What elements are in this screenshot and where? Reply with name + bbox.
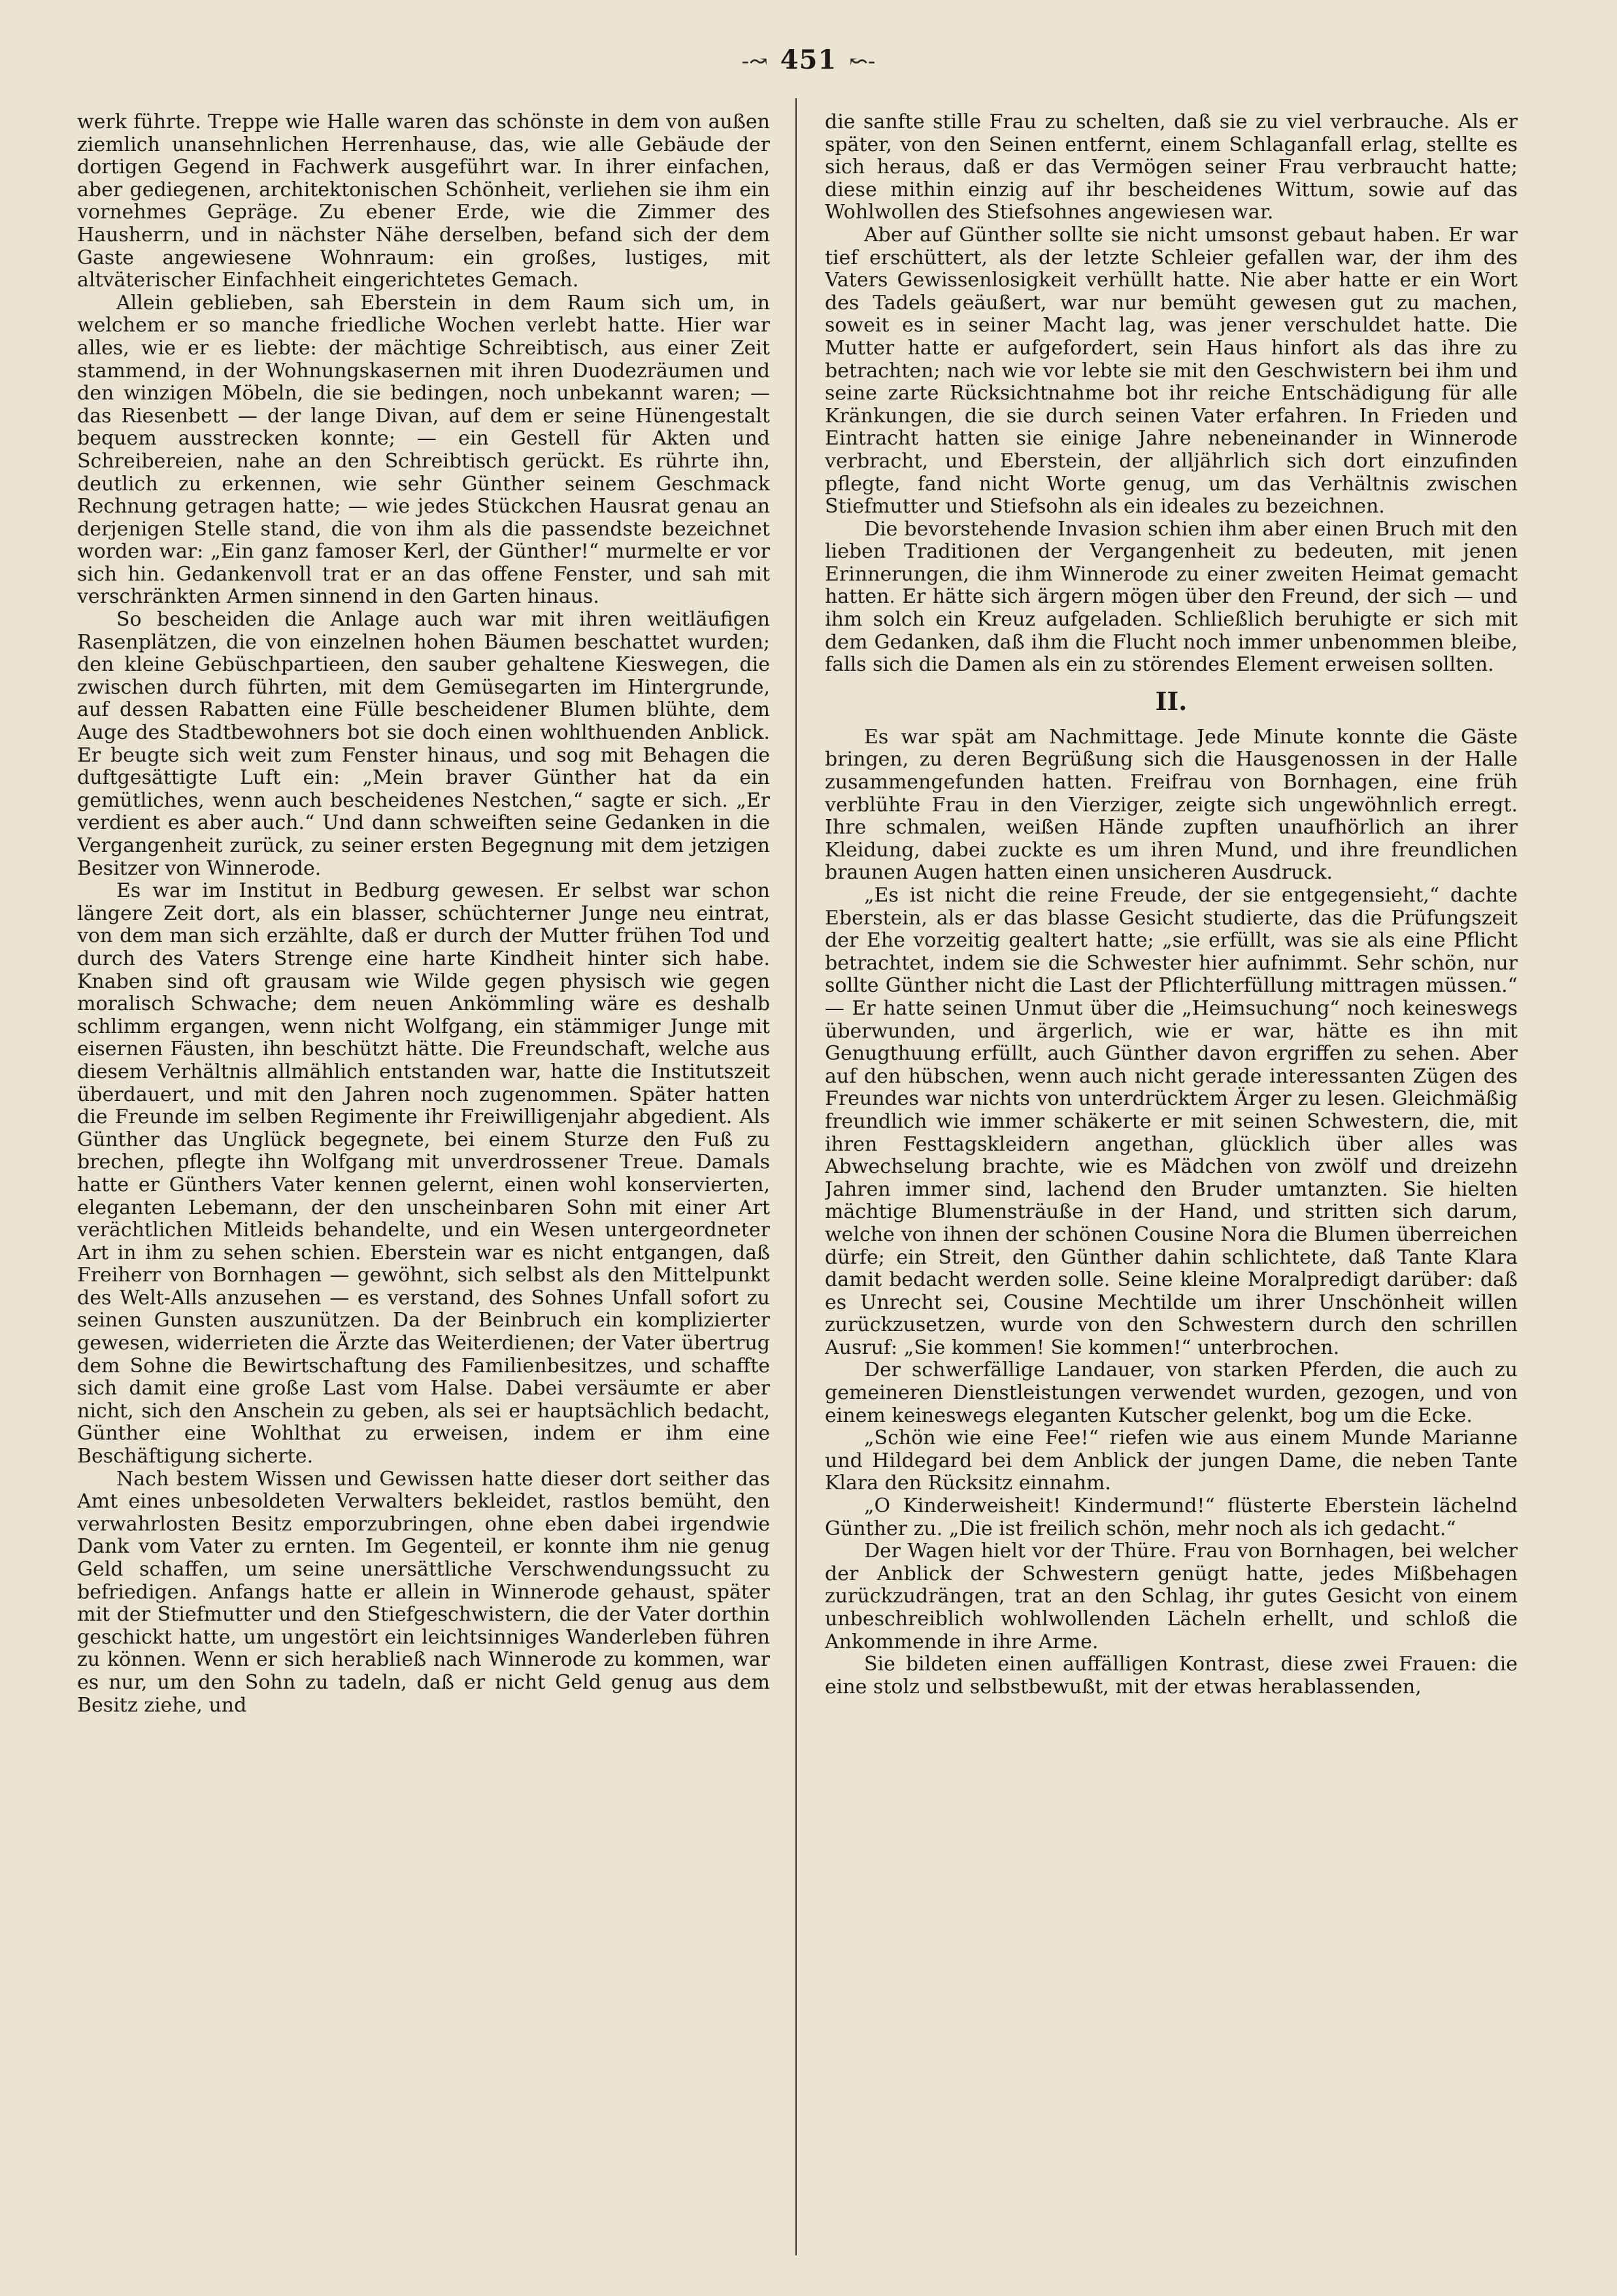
paragraph: werk führte. Treppe wie Halle waren das schönste in dem von außen ziemlich unansehnlichen Herrenhause, das, wie alle Gebäude der dortigen Gegend in Fachwerk ausgeführt war. In ihrer einfachen, aber gediegenen, architektonischen Schönheit, verliehen sie ihm ein vornehmes Gepräge. Zu ebener Erde, wie die Zimmer des Hausherrn, und in nächster Nähe derselben, befand sich der dem Gaste angewiesene Wohnraum: ein großes, lustiges, mit altväterischer Einfachheit eingerichtetes Gemach. xyxy=(77,111,770,292)
paragraph: Aber auf Günther sollte sie nicht umsonst gebaut haben. Er war tief erschüttert, als der letzte Schleier gefallen war, der ihm des Vaters Gewissenlosigkeit verhüllt hatte. Nie aber hatte er ein Wort des Tadels geäußert, war nur bemüht gewesen gut zu machen, soweit es in seiner Macht lag, was jener verschuldet hatte. Die Mutter hatte er aufgefordert, sein Haus hinfort als das ihre zu betrachten; nach wie vor lebte sie mit den Geschwistern bei ihm und seine zarte Rücksichtnahme bot ihr reiche Entschädigung für alle Kränkungen, die sie durch seinen Vater erfahren. In Frieden und Eintracht hatten sie einige Jahre nebeneinander in Winnerode verbracht, und Eberstein, der alljährlich sich dort einzufinden pflegte, fand nicht Worte genug, um das Verhältnis zwischen Stiefmutter und Stiefsohn als ein ideales zu bezeichnen. xyxy=(825,223,1518,518)
paragraph: Sie bildeten einen auffälligen Kontrast, diese zwei Frauen: die eine stolz und selbstbewußt, mit der etwas herablassenden, xyxy=(825,1653,1518,1698)
paragraph: Allein geblieben, sah Eberstein in dem Raum sich um, in welchem er so manche friedliche Wochen verlebt hatte. Hier war alles, wie er es liebte: der mächtige Schreibtisch, aus einer Zeit stammend, in der Wohnungskasernen mit ihren Duodezräumen und den winzigen Möbeln, die sie bedingen, noch unbekannt waren; — das Riesenbett — der lange Divan, auf dem er seine Hünengestalt bequem ausstrecken konnte; — ein Gestell für Akten und Schreibereien, nahe an den Schreibtisch gerückt. Es rührte ihn, deutlich zu erkennen, wie sehr Günther seinem Geschmack Rechnung getragen hatte; — wie jedes Stückchen Hausrat genau an derjenigen Stelle stand, die von ihm als die passendste bezeichnet worden war: „Ein ganz famoser Kerl, der Günther!“ murmelte er vor sich hin. Gedankenvoll trat er an das offene Fenster, und sah mit verschränkten Armen sinnend in den Garten hinaus. xyxy=(77,291,770,609)
page-header xyxy=(0,41,1617,80)
paragraph: Nach bestem Wissen und Gewissen hatte dieser dort seither das Amt eines unbesoldeten Verwalters bekleidet, rastlos bemüht, den verwahrlosten Besitz emporzubringen, ohne eben dabei irgendwie Dank vom Vater zu ernten. Im Gegenteil, er konnte ihm nie genug Geld schaffen, um seine unersättliche Verschwendungssucht zu befriedigen. Anfangs hatte er allein in Winnerode gehaust, später mit der Stiefmutter und den Stiefgeschwistern, die der Vater dorthin geschickt hatte, um ungestört ein leichtsinniges Wanderleben führen zu können. Wenn er sich herabließ nach Winnerode zu kommen, war es nur, um den Sohn zu tadeln, daß er nicht Geld genug aus dem Besitz ziehe, und xyxy=(77,1467,770,1717)
ornament-right-icon: ↜- xyxy=(849,48,876,75)
paragraph: „Es ist nicht die reine Freude, der sie entgegensieht,“ dachte Eberstein, als er das blasse Gesicht studierte, das die Prüfungszeit der Ehe vorzeitig gealtert hatte; „sie erfüllt, was sie als eine Pflicht betrachtet, indem sie die Schwester hier aufnimmt. Sehr schön, nur sollte Günther nicht die Last der Pflichterfüllung mittragen müssen.“ — Er hatte seinen Unmut über die „Heimsuchung“ noch keineswegs überwunden, und ärgerlich, wie er war, hätte es ihn mit Genugthuung erfüllt, auch Günther davon ergriffen zu sehen. Aber auf den hübschen, wenn auch nicht gerade interessanten Zügen des Freundes war nichts von unterdrücktem Ärger zu lesen. Gleichmäßig freundlich wie immer schäkerte er mit seinen Schwestern, die, mit ihren Festtagskleidern angethan, glücklich über alles was Abwechselung brachte, wie es Mädchen von zwölf und dreizehn Jahren immer sind, lachend den Bruder umtanzten. Sie hielten mächtige Blumensträuße in der Hand, und stritten sich darum, welche von ihnen der schönen Cousine Nora die Blumen überreichen dürfe; ein Streit, den Günther dahin schlichtete, daß Tante Klara damit bedacht werden solle. Seine kleine Moralpredigt darüber: daß es Unrecht sei, Cousine Mechtilde um ihrer Unschönheit willen zurückzusetzen, wurde von den Schwestern durch den schrillen Ausruf: „Sie kommen! Sie kommen!“ unterbrochen. xyxy=(825,884,1518,1359)
ornament-left-icon: -↝ xyxy=(741,48,768,75)
paragraph: „O Kinderweisheit! Kindermund!“ flüsterte Eberstein lächelnd Günther zu. „Die ist freilich schön, mehr noch als ich gedacht.“ xyxy=(825,1494,1518,1540)
section-heading: II. xyxy=(1155,686,1188,716)
paragraph: Der Wagen hielt vor der Thüre. Frau von Bornhagen, bei welcher der Anblick der Schwestern genügt hatte, jedes Mißbehagen zurückzudrängen, trat an den Schlag, ihr gutes Gesicht von einem unbeschreiblich wohlwollenden Lächeln erhellt, und schloß die Ankommende in ihre Arme. xyxy=(825,1540,1518,1653)
paragraph: die sanfte stille Frau zu schelten, daß sie zu viel verbrauche. Als er später, von den Seinen entfernt, einem Schlaganfall erlag, stellte es sich heraus, daß er das Vermögen seiner Frau verbraucht hatte; diese mithin einzig auf ihr bescheidenes Wittum, sowie auf das Wohlwollen des Stiefsohnes angewiesen war. xyxy=(825,111,1518,224)
column-divider xyxy=(795,98,797,2255)
paragraph: „Schön wie eine Fee!“ riefen wie aus einem Munde Marianne und Hildegard bei dem Anblick der jungen Dame, die neben Tante Klara den Rücksitz einnahm. xyxy=(825,1427,1518,1495)
paragraph: So bescheiden die Anlage auch war mit ihren weitläufigen Rasenplätzen, die von einzelnen hohen Bäumen beschattet wurden; den kleine Gebüschpartieen, den sauber gehaltene Kieswegen, die zwischen durch führten, mit dem Gemüsegarten im Hintergrunde, auf dessen Rabatten eine Fülle bescheidener Blumen blühte, dem Auge des Stadtbewohners bot sie doch einen wohlthuenden Anblick. Er beugte sich weit zum Fenster hinaus, und sog mit Behagen die duftgesättigte Luft ein: „Mein braver Günther hat da ein gemütliches, wenn auch bescheidenes Nestchen,“ sagte er sich. „Er verdient es aber auch.“ Und dann schweiften seine Gedanken in die Vergangenheit zurück, zu seiner ersten Begegnung mit dem jetzigen Besitzer von Winnerode. xyxy=(77,608,770,880)
left-column xyxy=(77,111,770,2242)
paragraph: Der schwerfällige Landauer, von starken Pferden, die auch zu gemeineren Dienstleistungen verwendet wurden, gezogen, und von einem keineswegs eleganten Kutscher gelenkt, bog um die Ecke. xyxy=(825,1359,1518,1427)
paragraph: Die bevorstehende Invasion schien ihm aber einen Bruch mit den lieben Traditionen der Vergangenheit zu bedeuten, mit jenen Erinnerungen, die ihm Winnerode zu einer zweiten Heimat gemacht hatten. Er hätte sich ärgern mögen über den Freund, der sich — und ihm solch ein Kreuz aufgeladen. Schließlich beruhigte er sich mit dem Gedanken, daß ihm die Flucht noch immer unbenommen bleibe, falls sich die Damen als ein zu störendes Element erweisen sollten. xyxy=(825,517,1518,677)
right-column xyxy=(825,111,1518,2242)
paragraph: Es war im Institut in Bedburg gewesen. Er selbst war schon längere Zeit dort, als ein blasser, schüchterner Junge neu eintrat, von dem man sich erzählte, daß er durch der Mutter frühen Tod und durch des Vaters Strenge eine harte Kindheit hinter sich habe. Knaben sind oft grausam wie Wilde gegen physisch wie gegen moralisch Schwache; dem neuen Ankömmling wäre es deshalb schlimm ergangen, wenn nicht Wolfgang, ein stämmiger Junge mit eisernen Fäusten, ihn beschützt hätte. Die Freundschaft, welche aus diesem Verhältnis allmählich entstanden war, hatte die Institutszeit überdauert, und mit den Jahren noch zugenommen. Später hatten die Freunde im selben Regimente ihr Freiwilligenjahr abgedient. Als Günther das Unglück begegnete, bei einem Sturze den Fuß zu brechen, pflegte ihn Wolfgang mit unverdrossener Treue. Damals hatte er Günthers Vater kennen gelernt, einen wohl konservierten, eleganten Lebemann, der den unscheinbaren Sohn mit einer Art verächtlichen Mitleids behandelte, und ein Wesen untergeordneter Art in ihm zu sehen schien. Eberstein war es nicht entgangen, daß Freiherr von Bornhagen — gewöhnt, sich selbst als den Mittelpunkt des Welt-Alls anzusehen — es verstand, des Sohnes Unfall sofort zu seinen Gunsten auszunützen. Da der Beinbruch ein komplizierter gewesen, widerrieten die Ärzte das Weiterdienen; der Vater übertrug dem Sohne die Bewirtschaftung des Familienbesitzes, und schaffte sich damit eine große Last vom Halse. Dabei versäumte er aber nicht, sich den Anschein zu geben, als sei er hauptsächlich bedacht, Günther eine Wohlthat zu erweisen, indem er ihm eine Beschäftigung sicherte. xyxy=(77,879,770,1468)
paragraph: Es war spät am Nachmittage. Jede Minute konnte die Gäste bringen, zu deren Begrüßung sich die Hausgenossen in der Halle zusammengefunden hatten. Freifrau von Bornhagen, eine früh verblühte Frau in den Vierziger, zeigte sich ungewöhnlich erregt. Ihre schmalen, weißen Hände zupften unaufhörlich an ihrer Kleidung, dabei zuckte es um ihren Mund, und ihre freundlichen braunen Augen hatten einen unsicheren Ausdruck. xyxy=(825,725,1518,885)
page-number: 451 xyxy=(780,44,837,75)
